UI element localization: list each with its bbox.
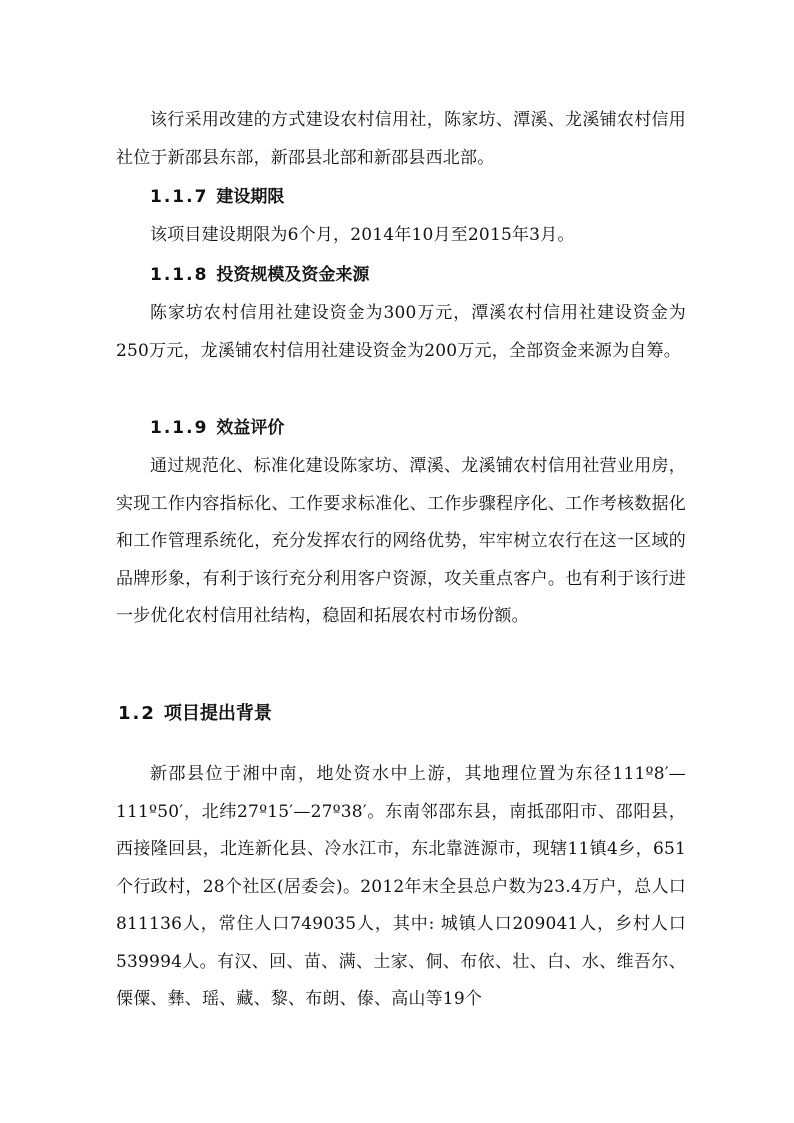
heading-number: 1.1.9: [150, 418, 209, 438]
paragraph-construction-period: 该项目建设期限为6个月，2014年10月至2015年3月。: [150, 225, 575, 245]
heading-number: 1.2: [118, 703, 156, 724]
heading-1-1-7: [150, 183, 284, 211]
heading-title: 效益评价: [216, 418, 285, 438]
paragraph-construction-method: 该行采用改建的方式建设农村信用社，陈家坊、潭溪、龙溪铺农村信用社位于新邵县东部，新邵县北部和新邵县西北部。: [116, 110, 686, 168]
paragraph-investment: 陈家坊农村信用社建设资金为300万元，潭溪农村信用社建设资金为250万元，龙溪铺农村信用社建设资金为200万元，全部资金来源为自筹。: [116, 303, 686, 361]
heading-title: 项目提出背景: [163, 703, 272, 724]
heading-title: 投资规模及资金来源: [216, 265, 370, 285]
paragraph-benefit-evaluation: 通过规范化、标准化建设陈家坊、潭溪、龙溪铺农村信用社营业用房，实现工作内容指标化、工作要求标准化、工作步骤程序化、工作考核数据化和工作管理系统化，充分发挥农行的网络优势，牢牢树立农行在这一区域的品牌形象，有利于该行充分利用客户资源，攻关重点客户。也有利于该行进一步优化农村信用社结构，稳固和拓展农村市场份额。: [116, 456, 686, 626]
heading-1-1-8: [150, 261, 369, 289]
heading-1-1-9: [150, 414, 284, 442]
heading-1-2: [118, 699, 272, 729]
heading-number: 1.1.8: [150, 265, 209, 285]
heading-number: 1.1.7: [150, 187, 209, 207]
paragraph-county-background: 新邵县位于湘中南，地处资水中上游，其地理位置为东径111º8′—111º50′，北纬27º15′—27º38′。东南邻邵东县，南抵邵阳市、邵阳县，西接隆回县，北连新化县、冷水江市，东北靠涟源市，现辖11镇4乡，651个行政村，28个社区(居委会)。2012年末全县总户数为23.4万户，总人口811136人，常住人口749035人，其中: 城镇人口209041人，乡村人口539994人。有汉、回、苗、满、土家、侗、布依、壮、白、水、维吾尔、傈僳、彝、瑶、藏、黎、布朗、傣、高山等19个: [116, 764, 686, 1009]
heading-title: 建设期限: [216, 187, 285, 207]
